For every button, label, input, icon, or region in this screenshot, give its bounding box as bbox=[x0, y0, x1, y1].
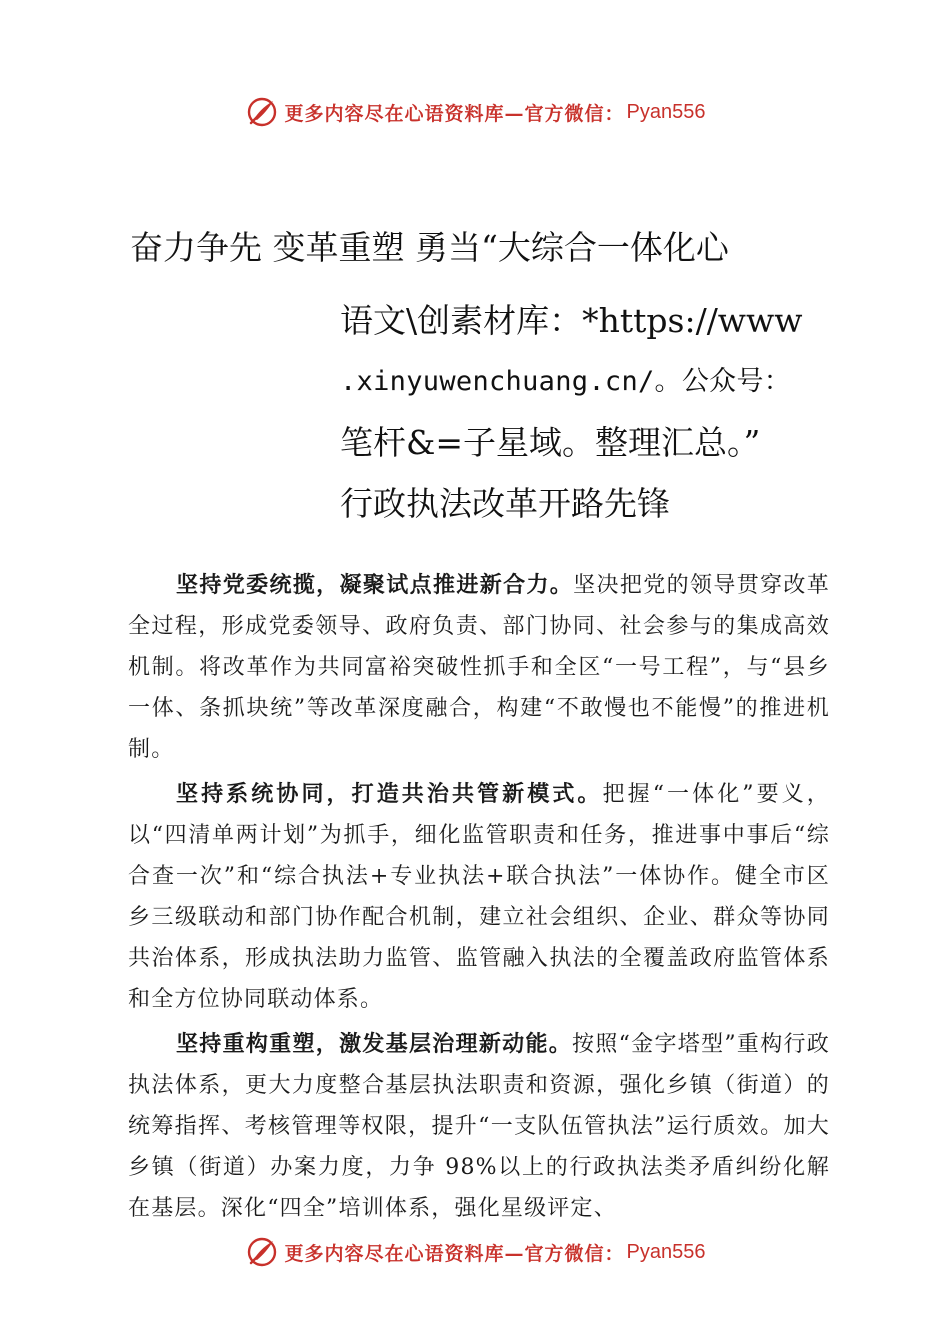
paragraph-text: 按照“金字塔型”重构行政执法体系，更大力度整合基层执法职责和资源，强化乡镇（街道）的统筹指挥、考核管理等权限，提升“一支队伍管执法”运行质效。加大乡镇（街道）办案力度，力争 98%以上的行政执法类矛盾纠纷化解在基层。深化“四全”培训体系，强化星级评定、 bbox=[128, 1032, 830, 1221]
paragraph-text: 坚决把党的领导贯穿改革全过程，形成党委领导、政府负责、部门协同、社会参与的集成高效机制。将改革作为共同富裕突破性抓手和全区“一号工程”，与“县乡一体、条抓块统”等改革深度融合，构建“不敢慢也不能慢”的推进机制。 bbox=[128, 573, 830, 762]
watermark-id: Pyan556 bbox=[626, 100, 706, 123]
subtitle-line: 笔杆&=子星域。整理汇总。” bbox=[340, 423, 761, 462]
paragraph-lead: 坚持重构重塑，激发基层治理新动能。 bbox=[176, 1031, 573, 1057]
watermark-id: Pyan556 bbox=[626, 1240, 706, 1263]
paragraph-1 bbox=[128, 565, 830, 770]
quill-logo-icon bbox=[245, 95, 279, 129]
subtitle-line: 行政执法改革开路先锋 bbox=[340, 484, 670, 523]
paragraph-lead: 坚持系统协同，打造共治共管新模式。 bbox=[176, 781, 603, 807]
subtitle-line: 语文\创素材库：*https://www bbox=[340, 301, 803, 340]
watermark-banner-bottom bbox=[0, 1232, 950, 1272]
paragraph-text: 把握“一体化”要义，以“四清单两计划”为抓手，细化监管职责和任务，推进事中事后“综合查一次”和“综合执法+专业执法+联合执法”一体协作。健全市区乡三级联动和部门协作配合机制，建立社会组织、企业、群众等协同共治体系，形成执法助力监管、监管融入执法的全覆盖政府监管体系和全方位协同联动体系。 bbox=[128, 782, 831, 1012]
paragraph-3 bbox=[128, 1024, 830, 1229]
document-title: 奋力争先 变革重塑 勇当“大综合一体化心 bbox=[130, 228, 729, 267]
paragraph-2 bbox=[128, 774, 830, 1020]
quill-logo-icon bbox=[245, 1235, 279, 1269]
paragraph-lead: 坚持党委统揽，凝聚试点推进新合力。 bbox=[176, 572, 574, 598]
watermark-banner-top bbox=[0, 92, 950, 132]
document-body bbox=[128, 565, 830, 1233]
watermark-text: 更多内容尽在心语资料库—官方微信： bbox=[284, 1242, 625, 1265]
document-subtitle bbox=[340, 290, 840, 534]
watermark-text: 更多内容尽在心语资料库—官方微信： bbox=[284, 102, 625, 125]
subtitle-line-url: .xinyuwenchuang.cn/。公众号： bbox=[340, 366, 792, 397]
